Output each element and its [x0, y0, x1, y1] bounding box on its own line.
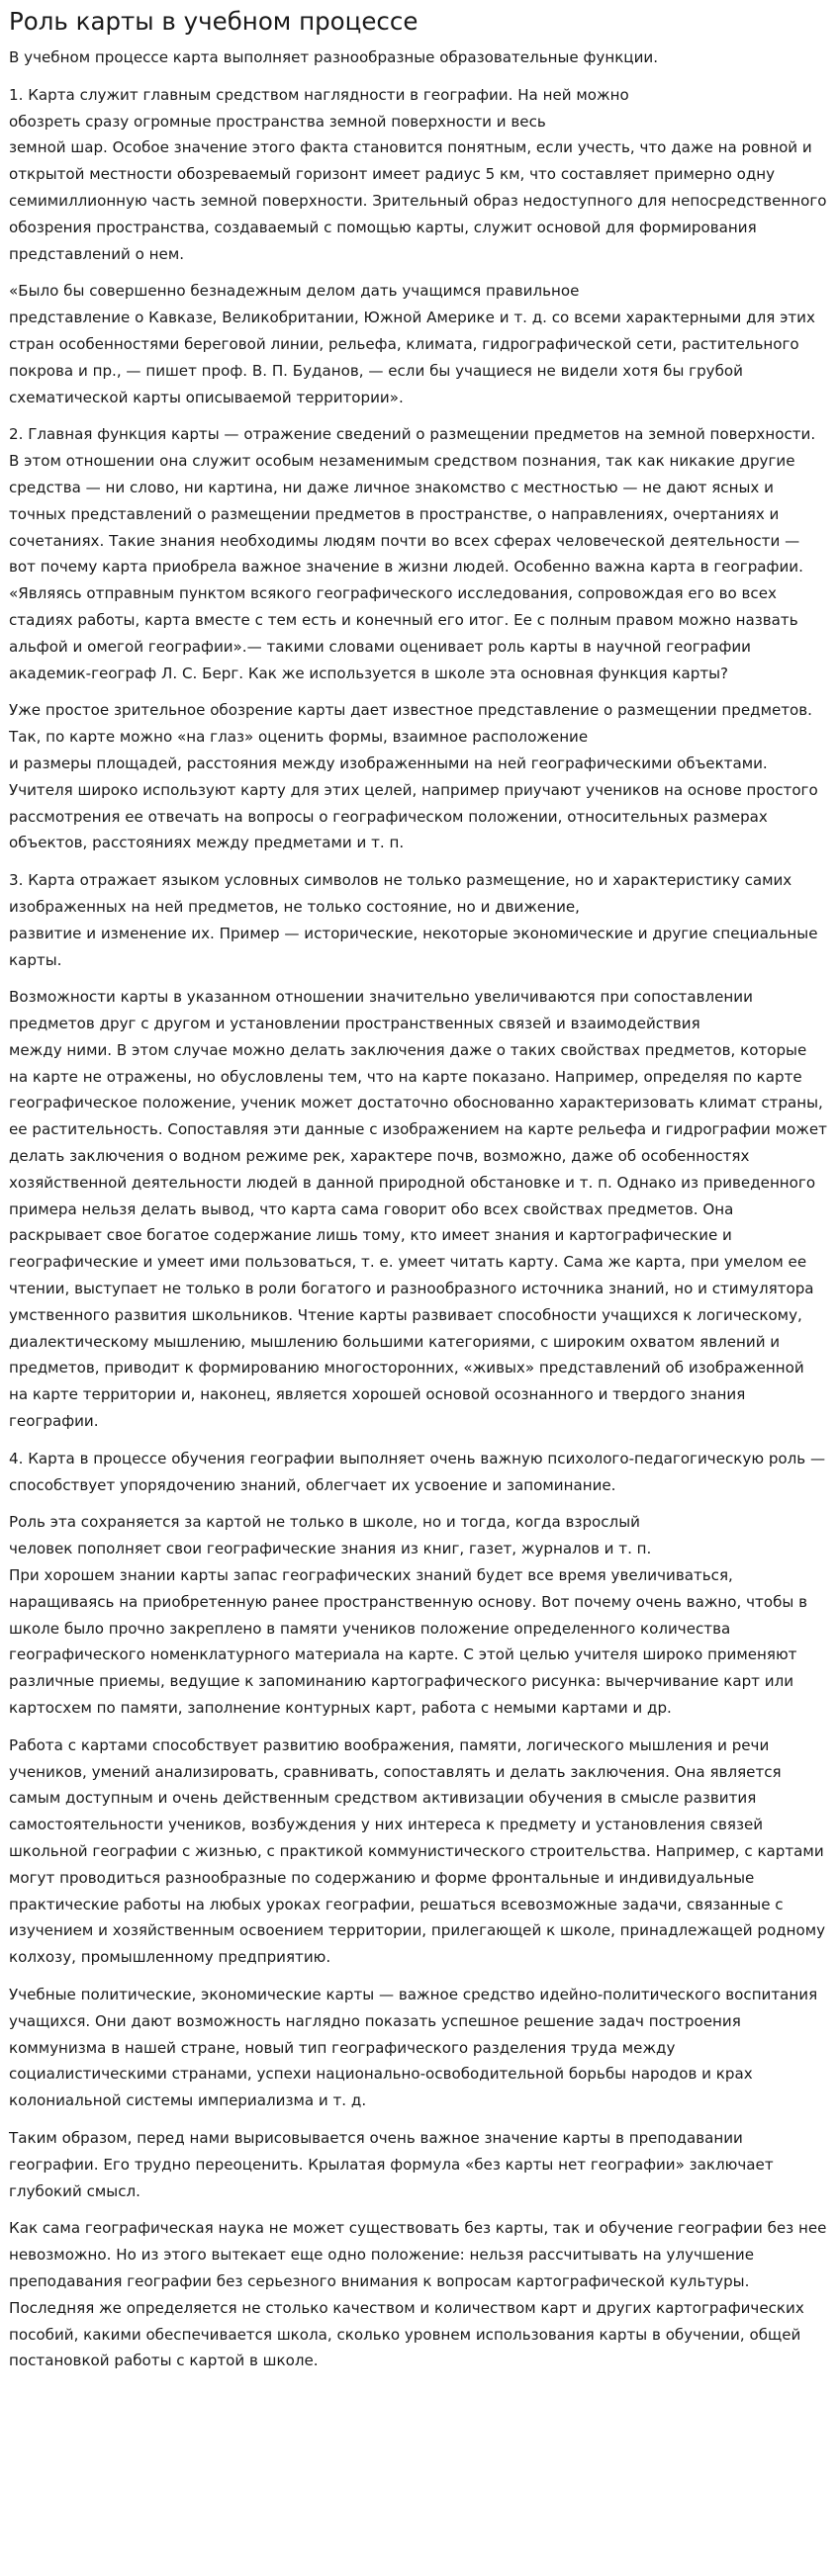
- paragraph-intro: В учебном процессе карта выполняет разнообразные образовательные функции.: [9, 48, 658, 66]
- paragraph-quote-budanov: «Было бы совершенно безнадежным делом дать учащимся правильное представление о Кавказе, Великобритании, Южной Америке и т. д. со всеми характерными для этих стран особенностями береговой линии, рельефа, климата, гидрографической сети, растительного покрова и пр., — пишет проф. В. П. Буданов, — если бы учащиеся не видели хотя бы грубой схематической карты описываемой территории».: [9, 282, 815, 406]
- article-body: [9, 44, 827, 2374]
- paragraph-cartographic-culture: Как сама географическая наука не может существовать без карты, так и обучение географии без нее невозможно. Но из этого вытекает еще одно положение: нельзя рассчитывать на улучшение преподавания географии без серьезного внимания к вопросам картографической культуры. Последняя же определяется не столько качеством и количеством карт и других картографических пособий, какими обеспечивается школа, сколько уровнем использования карты в обучении, общей постановкой работы с картой в школе.: [9, 2219, 827, 2370]
- paragraph-visual-overview: Уже простое зрительное обозрение карты дает известное представление о размещении предметов. Так, по карте можно «на глаз» оценить формы, взаимное расположение и размеры площадей, расстояния между изображенными на ней географическими объектами. Учителя широко используют карту для этих целей, например приучают учеников на основе простого рассмотрения ее отвечать на вопросы о географическом положении, относительных размерах объектов, расстояниях между предметами и т. п.: [9, 701, 818, 852]
- paragraph-point-1: 1. Карта служит главным средством наглядности в географии. На ней можно обозреть сразу огромные пространства земной поверхности и весь земной шар. Особое значение этого факта становится понятным, если учесть, что даже на ровной и открытой местности обозреваемый горизонт имеет радиус 5 км, что составляет примерно одну семимиллионную часть земной поверхности. Зрительный образ недоступного для непосредственного обозрения пространства, создаваемый с помощью карты, служит основой для формирования представлений о нем.: [9, 85, 827, 263]
- paragraph-point-3: 3. Карта отражает языком условных символов не только размещение, но и характеристику самих изображенных на ней предметов, не только состояние, но и движение, развитие и изменение их. Пример — исторические, некоторые экономические и другие специальные карты.: [9, 871, 818, 969]
- paragraph-point-4: 4. Карта в процессе обучения географии выполняет очень важную психолого-педагогическую роль — способствует упорядочению знаний, облегчает их усвоение и запоминание.: [9, 1449, 826, 1494]
- paragraph-conclusion: Таким образом, перед нами вырисовывается очень важное значение карты в преподавании географии. Его трудно переоценить. Крылатая формула «без карты нет географии» заключает глубокий смысл.: [9, 2128, 774, 2200]
- paragraph-point-2: 2. Главная функция карты — отражение сведений о размещении предметов на земной поверхности. В этом отношении она служит особым незаменимым средством познания, так как никакие другие средства — ни слово, ни картина, ни даже личное знакомство с местностью — не дают ясных и точных представлений о размещении предметов в пространстве, о направлениях, очертаниях и сочетаниях. Такие знания необходимы людям почти во всех сферах человеческой деятельности — вот почему карта приобрела важное значение в жизни людей. Особенно важна карта в географии. «Являясь отправным пунктом всякого географического исследования, сопровождая его во всех стадиях работы, карта вместе с тем есть и конечный его итог. Ее с полным правом можно назвать альфой и омегой географии».— такими словами оценивает роль карты в научной географии академик-географ Л. С. Берг. Как же используется в школе эта основная функция карты?: [9, 425, 816, 682]
- paragraph-working-with-maps: Работа с картами способствует развитию воображения, памяти, логического мышления и речи учеников, умений анализировать, сравнивать, сопоставлять и делать заключения. Она является самым доступным и очень действенным средством активизации обучения в смысле развития самостоятельности учеников, возбуждения у них интереса к предмету и установления связей школьной географии с жизнью, с практикой коммунистического строительства. Например, с картами могут проводиться разнообразные по содержанию и форме фронтальные и индивидуальные практические работы на любых уроках географии, решаться всевозможные задачи, связанные с изучением и хозяйственным освоением территории, прилегающей к школе, принадлежащей родному колхозу, промышленному предприятию.: [9, 1735, 826, 1967]
- page-title: Роль карты в учебном процессе: [9, 7, 419, 36]
- paragraph-role-preserved: Роль эта сохраняется за картой не только в школе, но и тогда, когда взрослый человек пополняет свои географические знания из книг, газет, журналов и т. п. При хорошем знании карты запас географических знаний будет все время увеличиваться, наращиваясь на приобретенную ранее пространственную основу. Вот почему очень важно, чтобы в школе было прочно закреплено в памяти учеников положение определенного количества географического номенклатурного материала на карте. С этой целью учителя широко применяют различные приемы, ведущие к запоминанию картографического рисунка: вычерчивание карт или картосхем по памяти, заполнение контурных карт, работа с немыми картами и др.: [9, 1513, 807, 1718]
- paragraph-map-possibilities: Возможности карты в указанном отношении значительно увеличиваются при сопоставлении предметов друг с другом и установлении пространственных связей и взаимодействия между ними. В этом случае можно делать заключения даже о таких свойствах предметов, которые на карте не отражены, но обусловлены тем, что на карте показано. Например, определяя по карте географическое положение, ученик может достаточно обоснованно характеризовать климат страны, ее растительность. Сопоставляя эти данные с изображением на карте рельефа и гидрографии может делать заключения о водном режиме рек, характере почв, возможно, даже об особенностях хозяйственной деятельности людей в данной природной обстановке и т. п. Однако из приведенного примера нельзя делать вывод, что карта сама говорит обо всех свойствах предметов. Она раскрывает свое богатое содержание лишь тому, кто имеет знания и картографические и географические и умеет ими пользоваться, т. е. умеет читать карту. Сама же карта, при умелом ее чтении, выступает не только в роли богатого и разнообразного источника знаний, но и стимулятора умственного развития школьников. Чтение карты развивает способности учащихся к логическому, диалектическому мышлению, мышлению большими категориями, с широким охватом явлений и предметов, приводит к формированию многосторонних, «живых» представлений об изображенной на карте территории и, наконец, является хорошей основой осознанного и твердого знания географии.: [9, 988, 827, 1431]
- paragraph-political-maps: Учебные политические, экономические карты — важное средство идейно-политического воспитания учащихся. Они дают возможность наглядно показать успешное решение задач построения коммунизма в нашей стране, новый тип географического разделения труда между социалистическими странами, успехи национально-освободительной борьбы народов и крах колониальной системы империализма и т. д.: [9, 1985, 818, 2110]
